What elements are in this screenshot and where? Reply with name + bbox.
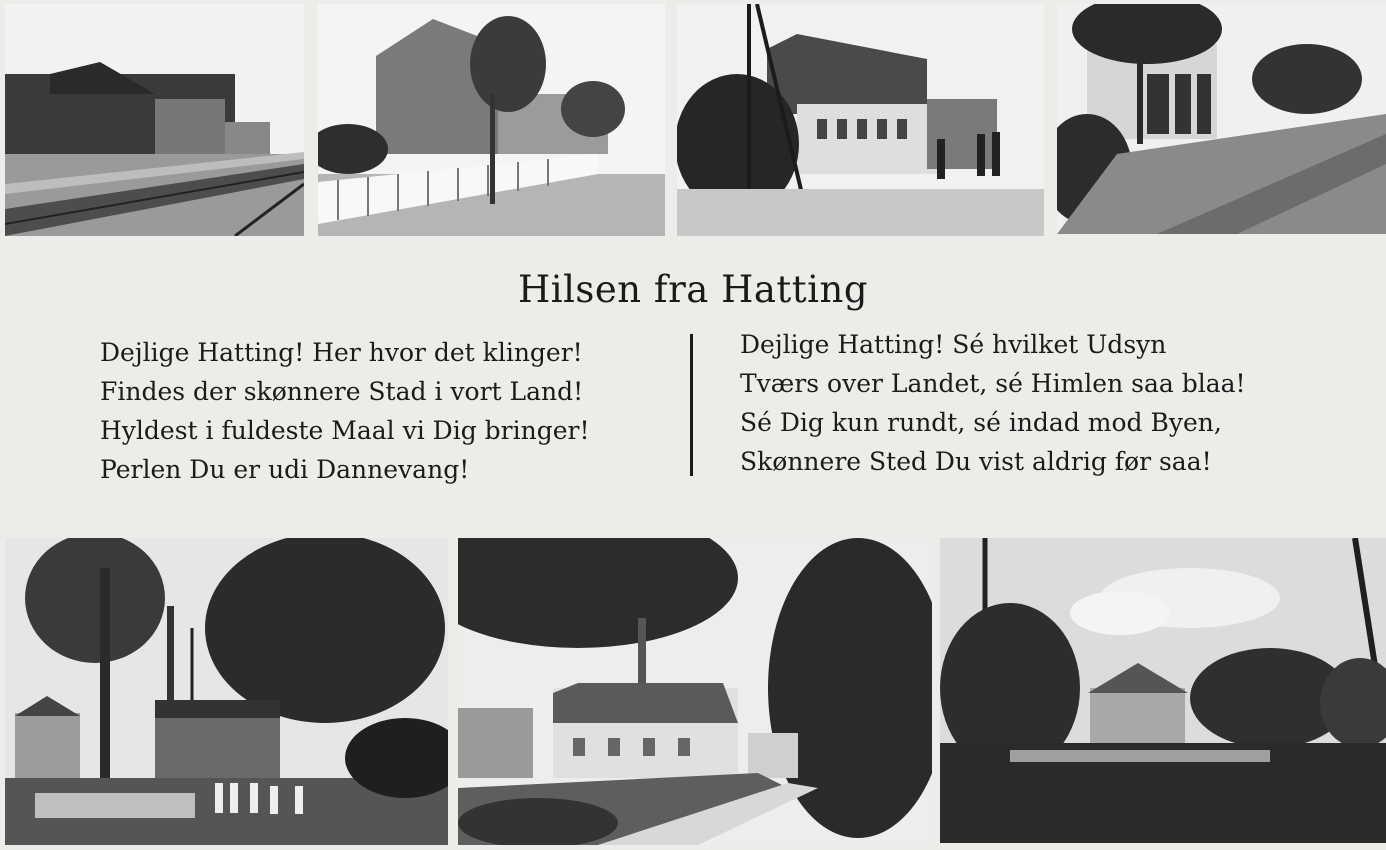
- verse-right: [740, 325, 1246, 481]
- photo-railway-station: [5, 4, 304, 236]
- verse-left-line: Findes der skønnere Stad i vort Land!: [100, 377, 584, 406]
- verse-right-line: Skønnere Sted Du vist aldrig før saa!: [740, 447, 1212, 476]
- photo-field-house: [940, 538, 1386, 843]
- photo-factory-chimney: [5, 538, 448, 845]
- card-title: Hilsen fra Hatting: [517, 268, 869, 311]
- verse-left-line: Hyldest i fuldeste Maal vi Dig bringer!: [100, 416, 590, 445]
- verse-right-line: Dejlige Hatting! Sé hvilket Udsyn: [740, 330, 1167, 359]
- photo-village-road: [458, 538, 932, 845]
- photo-road-trees: [1057, 4, 1386, 234]
- photo-thatched-house: [677, 4, 1044, 236]
- verse-left-line: Dejlige Hatting! Her hvor det klinger!: [100, 338, 583, 367]
- photo-street-fence: [318, 4, 665, 236]
- verse-right-line: Tværs over Landet, sé Himlen saa blaa!: [740, 369, 1246, 398]
- verse-right-line: Sé Dig kun rundt, sé indad mod Byen,: [740, 408, 1222, 437]
- verse-left: [100, 333, 590, 489]
- verse-divider: [690, 334, 693, 476]
- verse-left-line: Perlen Du er udi Dannevang!: [100, 455, 470, 484]
